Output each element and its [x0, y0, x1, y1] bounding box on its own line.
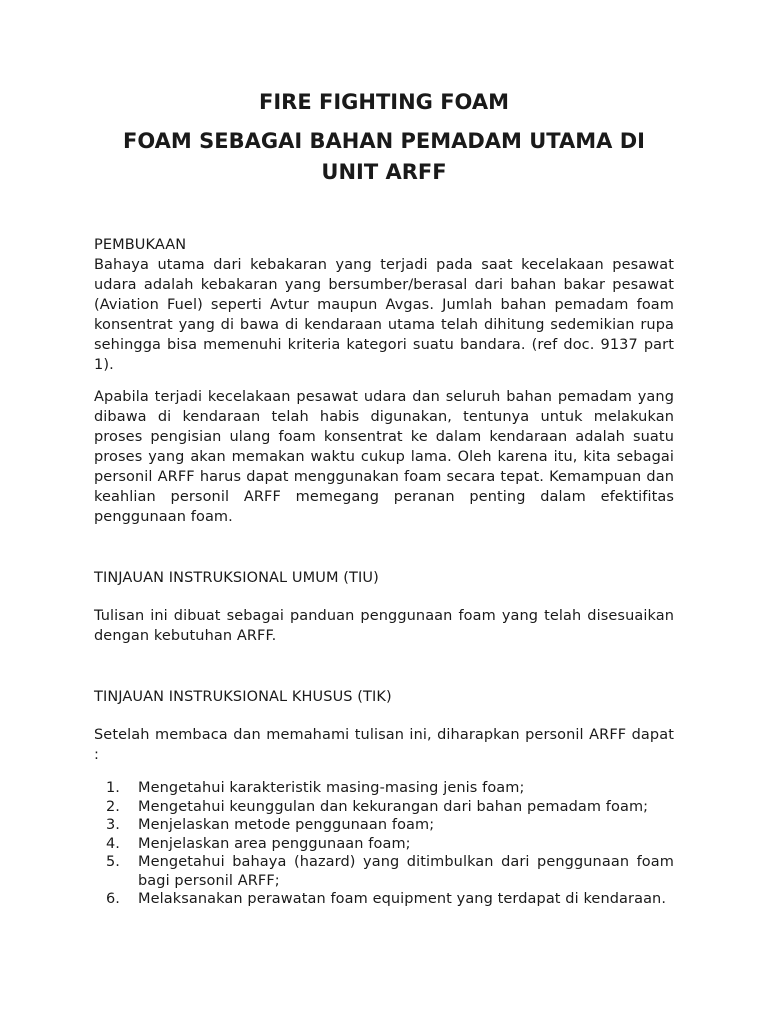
document-subtitle: FOAM SEBAGAI BAHAN PEMADAM UTAMA DI UNIT ARFF [123, 129, 645, 184]
list-item-text: Mengetahui karakteristik masing-masing jenis foam; [138, 780, 525, 796]
list-item-number: 4. [105, 835, 120, 852]
list-item-number: 2. [105, 798, 120, 815]
list-item-number: 1. [105, 780, 120, 796]
list-item [94, 779, 674, 798]
list-item [94, 835, 674, 854]
paragraph: Apabila terjadi kecelakaan pesawat udara dan seluruh bahan pemadam yang dibawa di kendaraan telah habis digunakan, tentunya untuk melakukan proses pengisian ulang foam konsentrat ke dalam kendaraan adalah suatu proses yang akan memakan waktu cukup lama. Oleh karena itu, kita sebagai personil ARFF harus dapat menggunakan foam secara tepat. Kemampuan dan keahlian personil ARFF memegang peranan penting dalam efektifitas penggunaan foam. [94, 389, 674, 525]
list-item [94, 890, 674, 909]
section-heading-pembukaan: PEMBUKAAN [94, 237, 187, 253]
paragraph: Tulisan ini dibuat sebagai panduan penggunaan foam yang telah disesuaikan dengan kebutuhan ARFF. [94, 608, 674, 644]
list-item-number: 3. [105, 817, 120, 833]
paragraph: Setelah membaca dan memahami tulisan ini, diharapkan personil ARFF dapat : [94, 727, 674, 763]
list-item-text: Mengetahui keunggulan dan kekurangan dari bahan pemadam foam; [138, 798, 649, 815]
section-tiu [94, 569, 674, 646]
document-title: FIRE FIGHTING FOAM [258, 90, 509, 114]
list-item-number: 6. [105, 891, 120, 907]
section-tik [94, 688, 674, 909]
list-item-text: Menjelaskan area penggunaan foam; [138, 835, 411, 852]
section-pembukaan [94, 236, 674, 527]
section-heading-tik: TINJAUAN INSTRUKSIONAL KHUSUS (TIK) [94, 689, 392, 705]
objectives-list [94, 779, 674, 909]
list-item-text: Menjelaskan metode penggunaan foam; [138, 817, 435, 833]
section-heading-tiu: TINJAUAN INSTRUKSIONAL UMUM (TIU) [94, 570, 379, 586]
list-item-text: Melaksanakan perawatan foam equipment yang terdapat di kendaraan. [138, 891, 667, 907]
list-item [94, 798, 674, 817]
list-item [94, 816, 674, 835]
list-item-text: Mengetahui bahaya (hazard) yang ditimbulkan dari penggunaan foam bagi personil ARFF; [138, 854, 674, 889]
paragraph: Bahaya utama dari kebakaran yang terjadi pada saat kecelakaan pesawat udara adalah kebakaran yang bersumber/berasal dari bahan bakar pesawat (Aviation Fuel) seperti Avtur maupun Avgas. Jumlah bahan pemadam foam konsentrat yang di bawa di kendaraan utama telah dihitung sedemikian rupa sehingga bisa memenuhi kriteria kategori suatu bandara. (ref doc. 9137 part 1). [94, 257, 674, 373]
list-item-number: 5. [105, 854, 120, 870]
list-item [94, 853, 674, 890]
